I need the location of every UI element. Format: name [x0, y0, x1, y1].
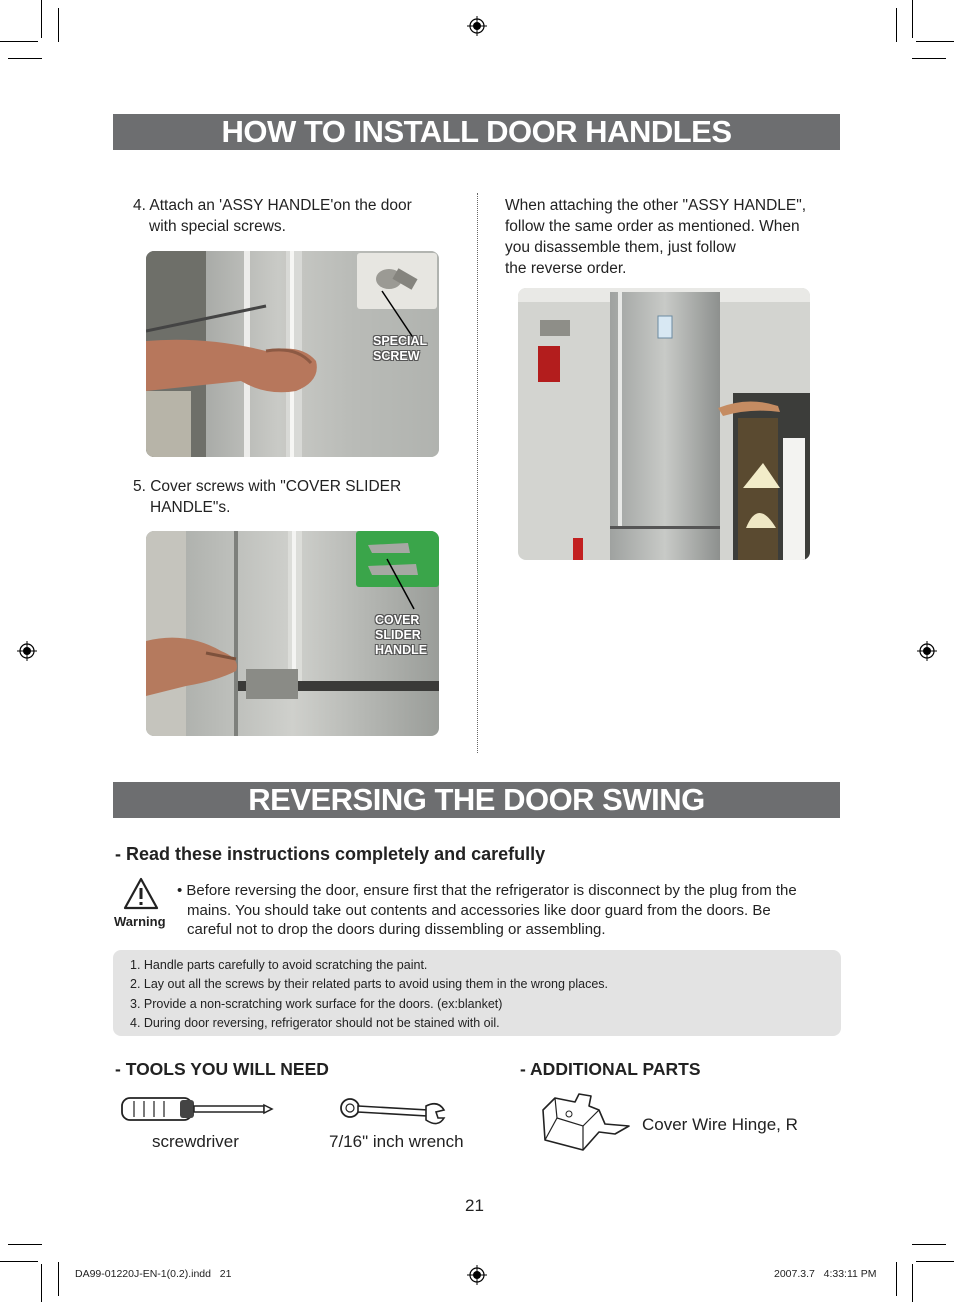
hinge-cover-icon — [539, 1088, 633, 1152]
warning-text — [177, 881, 797, 940]
precautions-list — [130, 956, 608, 1034]
warning-line1 — [177, 881, 797, 901]
callout-cover-line2: SLIDER — [375, 628, 421, 642]
registration-mark-icon — [467, 1265, 487, 1285]
warning-line3: careful not to drop the doors during dissembling or assembling. — [187, 921, 606, 938]
step5-line1: 5. Cover screws with "COVER SLIDER — [133, 478, 402, 495]
crop-mark — [916, 1261, 954, 1262]
crop-mark — [41, 0, 42, 38]
cover-slider-photo — [146, 531, 439, 736]
crop-mark — [896, 8, 897, 42]
right-line2: follow the same order as mentioned. When — [505, 218, 800, 235]
read-instructions-heading: - Read these instructions completely and carefully — [115, 844, 546, 864]
step5-text — [133, 476, 401, 518]
callout-special-screw-line1: SPECIAL — [373, 334, 428, 348]
right-line4: the reverse order. — [505, 260, 627, 277]
warning-line2: mains. You should take out contents and accessories like door guard from the doors. Be — [187, 901, 771, 919]
registration-mark-icon — [467, 16, 487, 36]
right-instructions — [505, 195, 806, 279]
reverse-title: REVERSING THE DOOR SWING — [113, 782, 840, 818]
callout-special-screw — [373, 334, 427, 364]
screwdriver-label: screwdriver — [152, 1132, 239, 1151]
precaution-item: 1. Handle parts carefully to avoid scratching the paint. — [130, 958, 428, 972]
callout-cover-slider — [375, 613, 427, 658]
crop-mark — [58, 1262, 59, 1296]
screwdriver-icon — [120, 1094, 275, 1124]
crop-mark — [41, 1264, 42, 1302]
refrigerator-photo — [518, 288, 810, 560]
page-number: 21 — [465, 1196, 484, 1215]
step5-line2: HANDLE"s. — [150, 499, 231, 516]
crop-mark — [912, 1264, 913, 1302]
crop-mark — [896, 1262, 897, 1296]
warning-line1-text: Before reversing the door, ensure first that the refrigerator is disconnect by the plug from the — [186, 882, 797, 899]
precautions-box — [113, 950, 841, 1036]
crop-mark — [912, 58, 946, 59]
bullet-icon: • — [177, 882, 187, 899]
registration-mark-icon — [17, 641, 37, 661]
footer-filename: DA99-01220J-EN-1(0.2).indd 21 — [75, 1268, 232, 1280]
crop-mark — [0, 1261, 38, 1262]
precaution-item: 4. During door reversing, refrigerator should not be stained with oil. — [130, 1016, 500, 1031]
crop-mark — [8, 58, 42, 59]
tools-heading: - TOOLS YOU WILL NEED — [115, 1059, 329, 1079]
step4-text — [133, 195, 412, 237]
precaution-item: 2. Lay out all the screws by their related parts to avoid using them in the wrong places. — [130, 977, 609, 992]
column-divider — [477, 193, 478, 753]
crop-mark — [8, 1244, 42, 1245]
hinge-cover-label: Cover Wire Hinge, R — [642, 1115, 798, 1134]
callout-cover-line1: COVER — [375, 613, 420, 627]
wrench-label: 7/16" inch wrench — [329, 1132, 464, 1151]
crop-mark — [0, 41, 38, 42]
crop-mark — [912, 0, 913, 38]
footer-timestamp: 2007.3.7 4:33:11 PM — [774, 1268, 877, 1280]
warning-icon — [123, 877, 159, 911]
callout-special-screw-line2: SCREW — [373, 349, 420, 363]
crop-mark — [912, 1244, 946, 1245]
install-title: HOW TO INSTALL DOOR HANDLES — [113, 114, 840, 150]
handle-attach-photo — [146, 251, 439, 457]
right-line1: When attaching the other "ASSY HANDLE", — [505, 197, 807, 214]
registration-mark-icon — [917, 641, 937, 661]
right-line3: you disassemble them, just follow — [505, 239, 736, 256]
crop-mark — [58, 8, 59, 42]
step4-line1: 4. Attach an 'ASSY HANDLE'on the door — [133, 197, 412, 214]
step4-line2: with special screws. — [149, 218, 286, 235]
crop-mark — [916, 41, 954, 42]
additional-parts-heading: - ADDITIONAL PARTS — [520, 1059, 701, 1079]
wrench-icon — [338, 1096, 448, 1126]
callout-cover-line3: HANDLE — [375, 643, 428, 657]
precaution-item: 3. Provide a non-scratching work surface for the doors. (ex:blanket) — [130, 996, 503, 1011]
warning-label: Warning — [114, 914, 166, 929]
